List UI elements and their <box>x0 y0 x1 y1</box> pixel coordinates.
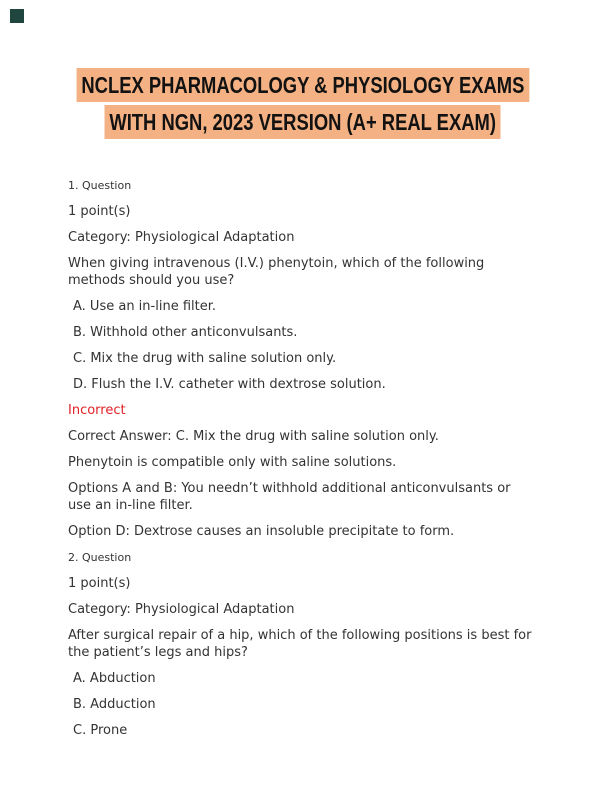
category-label: Category: Physiological Adaptation <box>68 230 295 245</box>
answer-option-c: C. Mix the drug with saline solution only. <box>73 351 337 366</box>
answer-option-c: C. Prone <box>73 723 128 738</box>
question-text: When giving intravenous (I.V.) phenytoin, which of the following methods should you use? <box>68 256 485 288</box>
question-text: After surgical repair of a hip, which of the following positions is best for the patient’s legs and hips? <box>68 628 532 660</box>
questions-content <box>68 177 537 739</box>
correct-answer-text: Correct Answer: C. Mix the drug with saline solution only. <box>68 429 439 444</box>
explanation-text-1: Phenytoin is compatible only with saline solutions. <box>68 455 397 470</box>
exam-title-line-2 <box>0 105 606 142</box>
answer-option-d: D. Flush the I.V. catheter with dextrose solution. <box>73 377 386 392</box>
exam-title <box>0 0 606 142</box>
exam-title-line-1 <box>0 68 606 105</box>
question-2-section <box>68 549 537 739</box>
answer-option-b: B. Adduction <box>73 697 156 712</box>
explanation-text-3: Option D: Dextrose causes an insoluble precipitate to form. <box>68 524 455 539</box>
answer-option-b: B. Withhold other anticonvulsants. <box>73 325 298 340</box>
result-status: Incorrect <box>68 403 126 418</box>
exam-title-text-2: WITH NGN, 2023 VERSION (A+ REAL EXAM) <box>105 105 501 139</box>
page-corner-mark <box>10 9 24 23</box>
question-number-label: 1. Question <box>68 179 132 192</box>
points-label: 1 point(s) <box>68 204 131 219</box>
question-number-label: 2. Question <box>68 551 132 564</box>
category-label: Category: Physiological Adaptation <box>68 602 295 617</box>
answer-option-a: A. Abduction <box>73 671 156 686</box>
answer-option-a: A. Use an in-line filter. <box>73 299 216 314</box>
explanation-text-2: Options A and B: You needn’t withhold additional anticonvulsants or use an in-line filter. <box>68 481 511 513</box>
question-1-section <box>68 177 537 540</box>
exam-title-text-1: NCLEX PHARMACOLOGY & PHYSIOLOGY EXAMS <box>77 68 530 102</box>
points-label: 1 point(s) <box>68 576 131 591</box>
